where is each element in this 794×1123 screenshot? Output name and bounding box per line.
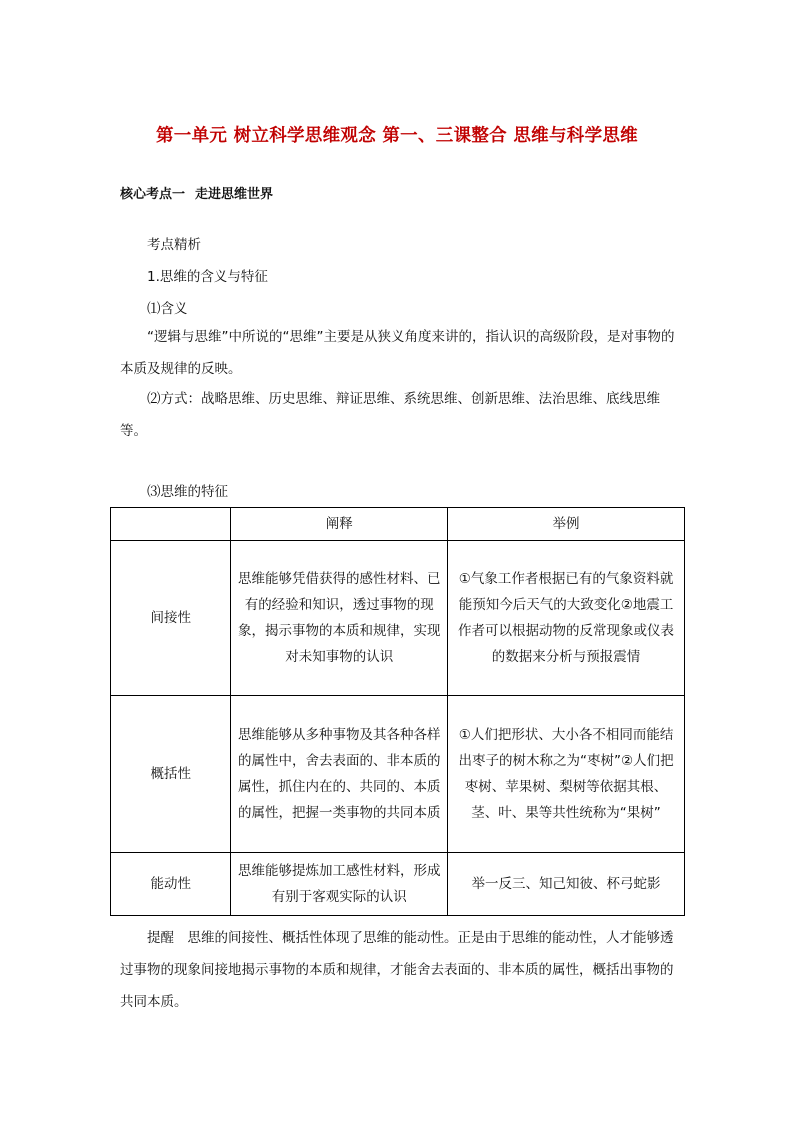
table-row bbox=[111, 853, 685, 916]
header-cell-explain: 阐释 bbox=[231, 508, 448, 541]
feature-explain-cell: 思维能够提炼加工感性材料，形成有别于客观实际的认识 bbox=[231, 853, 448, 916]
methods-paragraph: ⑵方式：战略思维、历史思维、辩证思维、系统思维、创新思维、法治思维、底线思维等。 bbox=[120, 391, 660, 439]
section-text: 考点精析 bbox=[147, 237, 201, 253]
feature-example-cell: ①气象工作者根据已有的气象资料就能预知今后天气的大致变化②地震工作者可以根据动物的反常现象或仪表的数据来分析与预报震情 bbox=[448, 541, 685, 696]
document-title: 第一单元 树立科学思维观念 第一、三课整合 思维与科学思维 bbox=[156, 126, 638, 146]
tip-paragraph: 提醒 思维的间接性、概括性体现了思维的能动性。正是由于思维的能动性，人才能够透过事物的现象间接地揭示事物的本质和规律，才能舍去表面的、非本质的属性，概括出事物的共同本质。 bbox=[120, 930, 674, 1010]
feature-explain-cell: 思维能够凭借获得的感性材料、已有的经验和知识，透过事物的现象，揭示事物的本质和规律，实现对未知事物的认识 bbox=[231, 541, 448, 696]
table-header-row bbox=[111, 508, 685, 541]
section-label bbox=[120, 229, 682, 261]
feature-name-cell: 概括性 bbox=[111, 696, 231, 853]
table-row bbox=[111, 696, 685, 853]
sub-heading-features-text: ⑶思维的特征 bbox=[147, 484, 228, 500]
key-point-label: 核心考点一 bbox=[120, 187, 186, 202]
features-table bbox=[110, 507, 685, 916]
header-cell-example: 举例 bbox=[448, 508, 685, 541]
header-cell-empty bbox=[111, 508, 231, 541]
feature-name-cell: 能动性 bbox=[111, 853, 231, 916]
item-heading bbox=[120, 261, 682, 293]
key-point-title: 走进思维世界 bbox=[195, 187, 274, 202]
feature-explain-cell: 思维能够从多种事物及其各种各样的属性中，舍去表面的、非本质的属性，抓住内在的、共同的、本质的属性，把握一类事物的共同本质 bbox=[231, 696, 448, 853]
key-point-heading bbox=[120, 183, 273, 202]
item-heading-text: 1.思维的含义与特征 bbox=[147, 269, 268, 285]
table-row bbox=[111, 541, 685, 696]
feature-example-cell: ①人们把形状、大小各不相同而能结出枣子的树木称之为“枣树”②人们把枣树、苹果树、梨树等依据其根、茎、叶、果等共性统称为“果树” bbox=[448, 696, 685, 853]
sub-heading-meaning-text: ⑴含义 bbox=[147, 301, 188, 317]
sub-heading-features bbox=[120, 476, 682, 508]
definition-paragraph: “逻辑与思维”中所说的“思维”主要是从狭义角度来讲的，指认识的高级阶段，是对事物的本质及规律的反映。 bbox=[120, 329, 675, 377]
feature-example-cell: 举一反三、知己知彼、杯弓蛇影 bbox=[448, 853, 685, 916]
feature-name-cell: 间接性 bbox=[111, 541, 231, 696]
